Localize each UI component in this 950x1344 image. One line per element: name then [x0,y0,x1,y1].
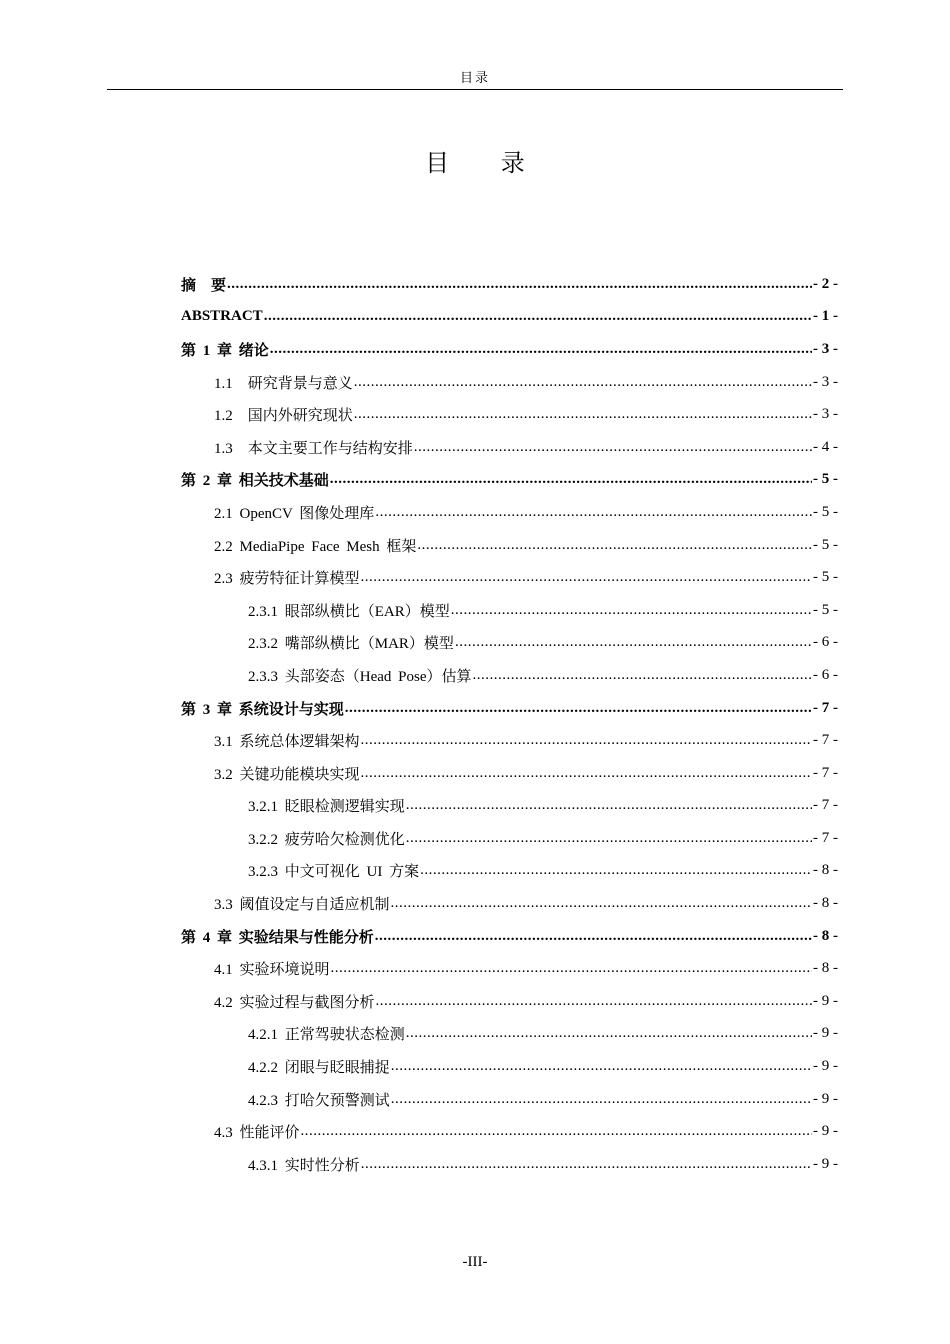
toc-entry-label: 2.3 疲劳特征计算模型 [214,571,360,588]
toc-entry[interactable] [181,627,838,660]
toc-dot-leader [361,1156,812,1173]
toc-entry-label: 2.3.3 头部姿态（Head Pose）估算 [248,668,472,685]
toc-entry-label: 4.3 性能评价 [214,1125,300,1142]
toc-dot-leader [376,993,812,1010]
toc-entry-page: - 3 - [813,340,838,357]
toc-entry[interactable] [181,985,838,1018]
toc-entry-page: - 6 - [813,666,838,683]
toc-entry-label: 第 3 章 系统设计与实现 [181,701,344,718]
toc-entry-label: 第 1 章 绪论 [181,342,269,359]
toc-entry-page: - 8 - [813,895,838,912]
toc-entry[interactable] [181,822,838,855]
toc-dot-leader [375,504,812,521]
toc-entry[interactable] [181,887,838,920]
toc-dot-leader [375,928,812,945]
toc-entry-page: - 8 - [813,960,838,977]
toc-dot-leader [406,1025,812,1042]
toc-entry-page: - 9 - [813,1025,838,1042]
table-of-contents [181,268,838,1181]
toc-entry[interactable] [181,920,838,953]
toc-dot-leader [264,308,812,325]
toc-entry-page: - 7 - [813,699,838,716]
toc-entry-label: 4.2.3 打哈欠预警测试 [248,1092,390,1109]
toc-dot-leader [354,406,812,423]
toc-entry-page: - 8 - [813,862,838,879]
toc-entry-label: 2.1 OpenCV 图像处理库 [214,505,375,522]
toc-entry-label: 4.2.2 闭眼与眨眼捕捉 [248,1060,390,1077]
toc-entry-label: 3.2.1 眨眼检测逻辑实现 [248,799,405,816]
toc-entry[interactable] [181,659,838,692]
toc-entry[interactable] [181,496,838,529]
toc-entry[interactable] [181,301,838,334]
toc-dot-leader [473,667,813,684]
toc-entry-page: - 3 - [813,373,838,390]
toc-dot-leader [406,830,812,847]
toc-entry-page: - 5 - [813,569,838,586]
toc-entry-page: - 9 - [813,1155,838,1172]
toc-entry-label: 3.2 关键功能模块实现 [214,766,360,783]
toc-dot-leader [391,1058,812,1075]
toc-entry[interactable] [181,952,838,985]
toc-entry-page: - 9 - [813,992,838,1009]
toc-dot-leader [391,1091,812,1108]
toc-entry[interactable] [181,1083,838,1116]
toc-entry[interactable] [181,1148,838,1181]
toc-entry-label: 第 4 章 实验结果与性能分析 [181,929,374,946]
page-number: -III- [462,1254,488,1270]
toc-dot-leader [301,1123,812,1140]
toc-entry-page: - 9 - [813,1123,838,1140]
toc-entry-label: 2.3.2 嘴部纵横比（MAR）模型 [248,636,454,653]
toc-entry[interactable] [181,790,838,823]
toc-entry[interactable] [181,529,838,562]
toc-dot-leader [391,895,812,912]
toc-entry-page: - 5 - [813,503,838,520]
toc-entry-page: - 7 - [813,764,838,781]
toc-dot-leader [451,602,812,619]
toc-entry[interactable] [181,594,838,627]
toc-dot-leader [330,471,812,488]
toc-entry-page: - 6 - [813,634,838,651]
toc-entry-page: - 5 - [813,601,838,618]
toc-entry[interactable] [181,366,838,399]
toc-entry[interactable] [181,333,838,366]
toc-entry-label: 1.2 国内外研究现状 [214,408,353,425]
toc-dot-leader [417,537,812,554]
toc-entry-page: - 2 - [813,275,838,292]
toc-entry-page: - 7 - [813,732,838,749]
toc-entry[interactable] [181,757,838,790]
toc-entry-label: 4.2 实验过程与截图分析 [214,994,375,1011]
toc-entry-label: 1.1 研究背景与意义 [214,375,353,392]
toc-entry-page: - 5 - [813,536,838,553]
toc-entry-label: 3.2.3 中文可视化 UI 方案 [248,864,420,881]
toc-entry-label: 1.3 本文主要工作与结构安排 [214,440,413,457]
toc-entry[interactable] [181,561,838,594]
toc-entry[interactable] [181,464,838,497]
toc-entry-label: 3.3 阈值设定与自适应机制 [214,897,390,914]
toc-entry[interactable] [181,1115,838,1148]
toc-entry-page: - 7 - [813,829,838,846]
toc-entry[interactable] [181,724,838,757]
toc-entry-page: - 8 - [813,927,838,944]
toc-entry-page: - 1 - [813,308,838,325]
toc-dot-leader [406,797,812,814]
toc-entry-label: 2.3.1 眼部纵横比（EAR）模型 [248,603,450,620]
toc-entry-label: 4.2.1 正常驾驶状态检测 [248,1027,405,1044]
toc-entry-label: 摘 要 [181,277,227,294]
toc-entry[interactable] [181,1018,838,1051]
toc-entry-label: 2.2 MediaPipe Face Mesh 框架 [214,538,417,555]
toc-dot-leader [354,374,812,391]
toc-dot-leader [361,765,812,782]
toc-entry-label: 3.2.2 疲劳哈欠检测优化 [248,831,405,848]
toc-entry-page: - 9 - [813,1090,838,1107]
toc-dot-leader [270,341,812,358]
toc-entry-label: 4.1 实验环境说明 [214,962,330,979]
toc-entry-page: - 3 - [813,406,838,423]
toc-entry[interactable] [181,398,838,431]
toc-entry-page: - 9 - [813,1058,838,1075]
toc-dot-leader [345,700,812,717]
toc-entry-label: ABSTRACT [181,308,263,325]
toc-entry[interactable] [181,268,838,301]
toc-dot-leader [361,732,812,749]
toc-dot-leader [361,569,812,586]
page-title: 目 录 [425,149,547,177]
toc-dot-leader [420,862,812,879]
toc-entry[interactable] [181,1050,838,1083]
toc-entry-page: - 7 - [813,797,838,814]
toc-entry[interactable] [181,431,838,464]
toc-dot-leader [414,439,812,456]
running-header: 目录 [459,70,490,85]
toc-entry-page: - 5 - [813,471,838,488]
toc-entry-label: 3.1 系统总体逻辑架构 [214,734,360,751]
toc-entry[interactable] [181,855,838,888]
toc-dot-leader [331,960,812,977]
toc-entry-page: - 4 - [813,438,838,455]
toc-dot-leader [227,276,812,293]
toc-entry-label: 第 2 章 相关技术基础 [181,473,329,490]
toc-entry[interactable] [181,692,838,725]
header-divider [107,89,843,90]
toc-entry-label: 4.3.1 实时性分析 [248,1157,360,1174]
toc-dot-leader [455,634,812,651]
